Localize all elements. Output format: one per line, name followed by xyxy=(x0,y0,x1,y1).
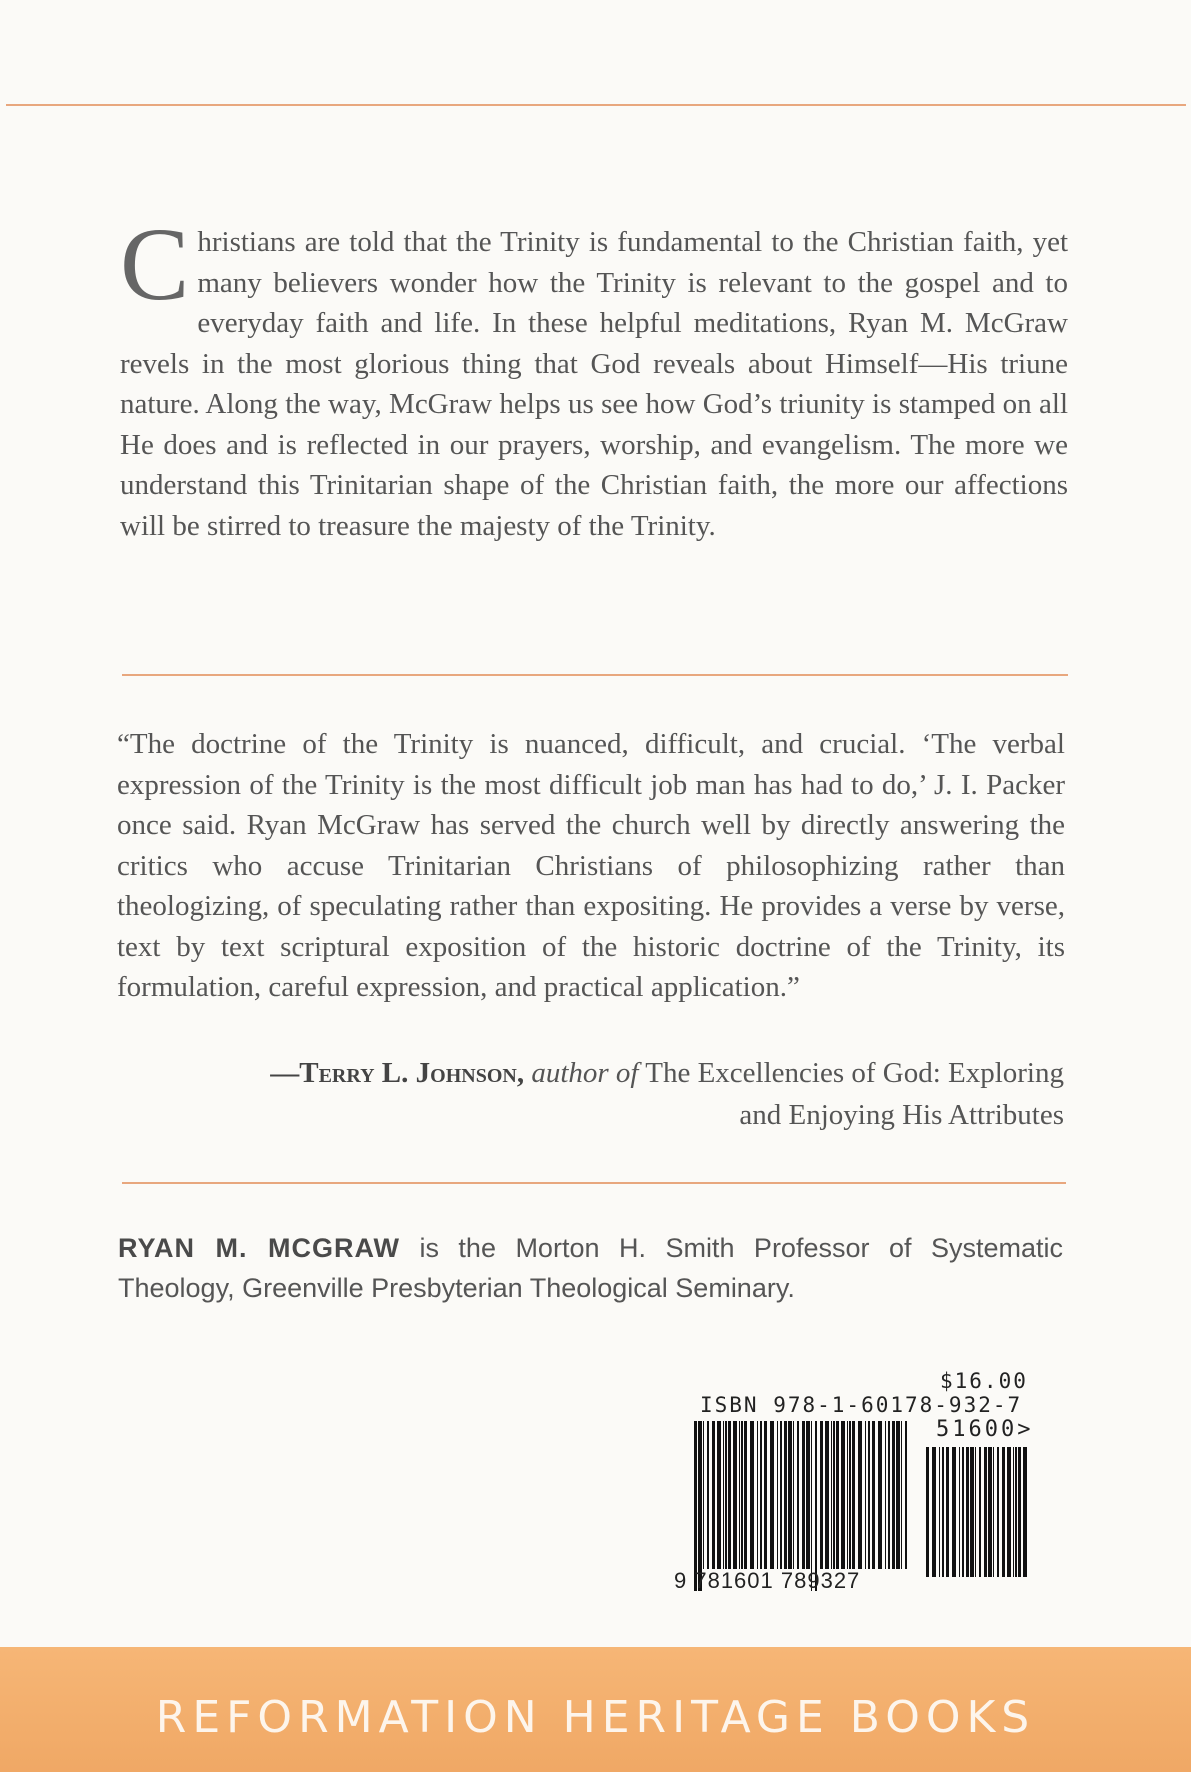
barcode-bar xyxy=(858,1421,862,1569)
barcode-bar xyxy=(1007,1447,1011,1577)
barcode-bar xyxy=(836,1421,839,1569)
barcode-bar xyxy=(831,1421,832,1569)
barcode-bar xyxy=(728,1421,731,1569)
divider-2 xyxy=(122,1182,1066,1184)
barcode-bar xyxy=(802,1421,805,1569)
barcode-bar xyxy=(959,1447,960,1577)
price-code-label: 51600> xyxy=(936,1417,1034,1442)
barcode-bar xyxy=(984,1447,987,1577)
barcode-bar xyxy=(993,1447,994,1577)
barcode-digits: 9 781601 789327 xyxy=(674,1568,861,1593)
barcode-bar xyxy=(847,1421,848,1569)
endorser-role: author of xyxy=(531,1057,639,1089)
barcode-bar xyxy=(764,1421,767,1569)
description-blurb xyxy=(120,207,1068,546)
barcode-bar xyxy=(892,1421,895,1569)
barcode-bar xyxy=(806,1421,810,1569)
barcode-bar xyxy=(905,1421,907,1569)
top-divider xyxy=(6,104,1186,106)
author-bio xyxy=(118,1228,1063,1308)
barcode-bar xyxy=(849,1421,851,1569)
barcode-bar xyxy=(784,1421,787,1569)
barcode-bar xyxy=(1023,1447,1027,1577)
barcode-bar xyxy=(739,1421,740,1569)
isbn-label: ISBN 978-1-60178-932-7 xyxy=(700,1393,1023,1417)
barcode-bar xyxy=(896,1421,900,1569)
barcode-bar xyxy=(946,1447,949,1577)
barcode-bar xyxy=(777,1421,778,1569)
price-label: $16.00 xyxy=(940,1369,1028,1393)
barcode-bar xyxy=(979,1447,981,1577)
barcode-bar xyxy=(932,1447,936,1577)
barcode-bar xyxy=(788,1421,792,1569)
barcode-bar xyxy=(865,1421,866,1569)
isbn-barcode xyxy=(694,1421,910,1591)
barcode-bar xyxy=(757,1421,758,1569)
barcode-bar xyxy=(741,1421,743,1569)
barcode-bar xyxy=(707,1421,709,1569)
divider-1 xyxy=(122,674,1068,676)
barcode-bar xyxy=(966,1447,969,1577)
barcode-bar xyxy=(698,1421,702,1591)
barcode-bar xyxy=(878,1421,882,1569)
barcode-bar xyxy=(1002,1447,1005,1577)
barcode-bar xyxy=(885,1421,886,1569)
barcode-bar xyxy=(901,1421,902,1569)
barcode-bar xyxy=(793,1421,794,1569)
barcode-bar xyxy=(725,1421,727,1569)
endorsement-attribution xyxy=(244,1052,1064,1136)
drop-cap: C xyxy=(120,207,190,322)
barcode-bar xyxy=(744,1421,747,1569)
endorser-name: —Terry L. Johnson, xyxy=(270,1057,525,1089)
endorser-book-title: The Excellencies of God: Exploring and Enjoying His Attributes xyxy=(645,1057,1064,1131)
barcode-bar xyxy=(1015,1447,1017,1577)
barcode-bar xyxy=(988,1447,992,1577)
barcode-bar xyxy=(970,1447,974,1577)
barcode-bar xyxy=(825,1421,829,1569)
barcode-bar xyxy=(833,1421,835,1569)
barcode-bar xyxy=(942,1447,944,1577)
barcode-bar xyxy=(712,1421,715,1569)
barcode-bar xyxy=(815,1421,817,1591)
barcode-bar xyxy=(1018,1447,1021,1577)
barcode-bar xyxy=(952,1447,956,1577)
publisher-name: REFORMATION HERITAGE BOOKS xyxy=(155,1692,1036,1743)
barcode-bar xyxy=(733,1421,737,1569)
barcode-bar xyxy=(975,1447,976,1577)
author-name: RYAN M. MCGRAW xyxy=(118,1233,400,1263)
barcode-bar xyxy=(760,1421,762,1569)
barcode-bar xyxy=(811,1421,812,1591)
barcode-bar xyxy=(852,1421,855,1569)
barcode-bar xyxy=(780,1421,782,1569)
barcode-bar xyxy=(717,1421,721,1569)
barcode-bar xyxy=(872,1421,875,1569)
price-barcode xyxy=(926,1447,1032,1577)
blurb-text: hristians are told that the Trinity is fundamental to the Christian faith, yet many believers wonder how the Trinity is relevant to the gospel and to everyday faith and life. In these helpful meditations, Ryan M. McGraw revels in the most glorious thing that God reveals about Himself—His triune nature. Along the way, McGraw helps us see how God’s triunity is stamped on all He does and is reflected in our prayers, worship, and evangelism. The more we understand this Trinitarian shape of the Christian faith, the more our affections will be stirred to treasure the majesty of the Trinity. xyxy=(120,226,1068,542)
barcode-bar xyxy=(723,1421,724,1569)
barcode-bar xyxy=(962,1447,964,1577)
barcode-bar xyxy=(797,1421,799,1569)
barcode-bar xyxy=(841,1421,845,1569)
author-bio-text: is the Morton H. Smith Professor of Systematic Theology, Greenville Presbyterian Theological Seminary. xyxy=(118,1233,1063,1303)
barcode-bar xyxy=(770,1421,774,1569)
barcode-bar xyxy=(694,1421,697,1591)
endorsement-quote: “The doctrine of the Trinity is nuanced, difficult, and crucial. ‘The verbal expression of the Trinity is the most difficult job man has had to do,’ J. I. Packer once said. Ryan McGraw has served the church well by directly answering the critics who accuse Trinitarian Christians of philosophizing rather than theologizing, of speculating rather than expositing. He provides a verse by verse, text by text scriptural exposition of the historic doctrine of the Trinity, its formulation, careful expression, and practical application.” xyxy=(117,728,1065,1003)
barcode-bar xyxy=(939,1447,940,1577)
barcode-bar xyxy=(820,1421,823,1569)
barcode-bar xyxy=(1013,1447,1014,1577)
barcode-bar xyxy=(888,1421,890,1569)
barcode-bar xyxy=(997,1447,999,1577)
barcode-bar xyxy=(926,1447,929,1577)
barcode-bar xyxy=(750,1421,754,1569)
barcode-bar xyxy=(703,1421,704,1569)
barcode-bar xyxy=(868,1421,870,1569)
